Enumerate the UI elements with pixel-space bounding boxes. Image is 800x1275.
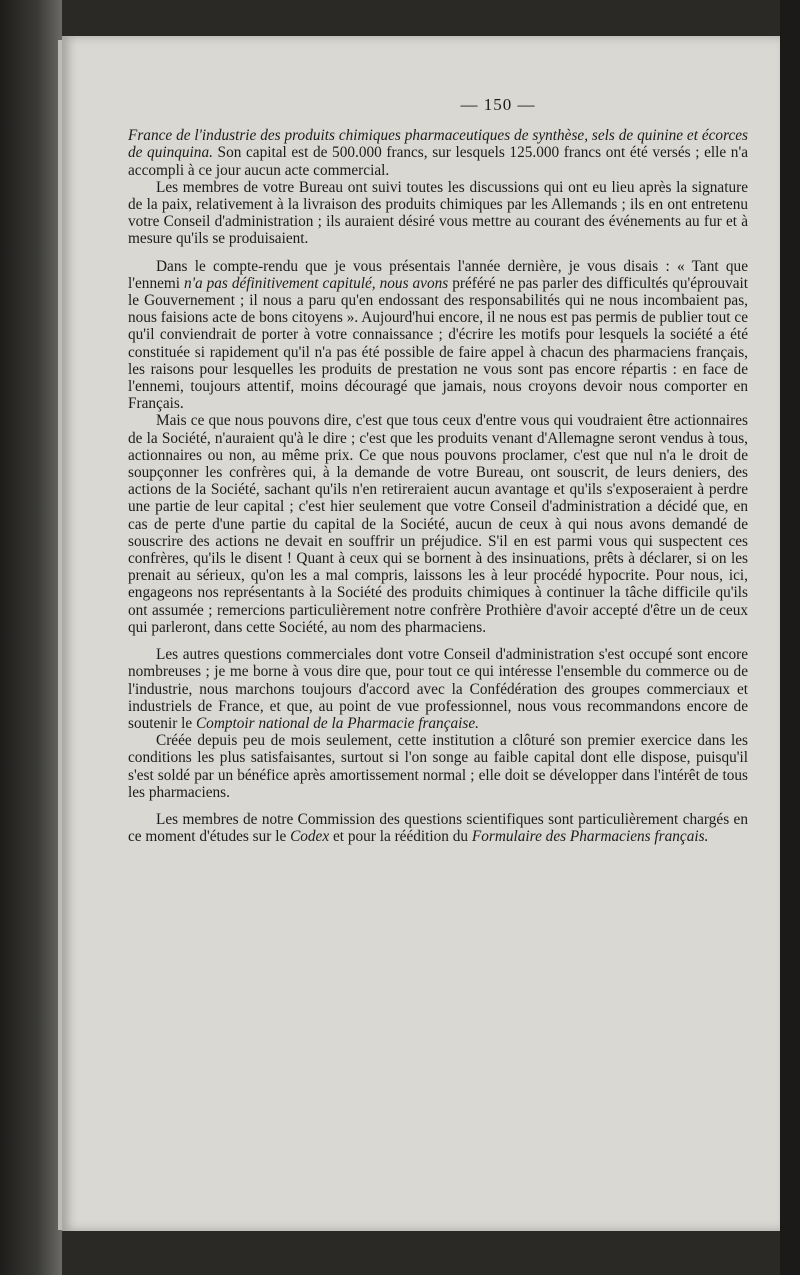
- paragraph-7-text-a: Les membres de notre Commission des questions scientifiques sont particulièrement chargés en ce moment d'études sur le: [128, 810, 748, 846]
- paragraph-1-italic: France de l'industrie des produits chimiques pharmaceutiques de synthèse, sels de quinine et écorces de quinquina.: [128, 127, 748, 162]
- paragraph-5-italic: Comptoir national de la Pharmacie française.: [195, 714, 479, 732]
- paragraph-7-text-b: et pour la réédition du: [329, 828, 472, 846]
- paragraph-6: Créée depuis peu de mois seulement, cette institution a clôturé son premier exercice dans les conditions les plus satisfaisantes, surtout si l'on songe au faible capital dont elle dispose, puisqu'il s'est soldé par un bénéfice après amortissement normal ; elle doit se développer dans l'intérêt de tous les pharmaciens.: [128, 732, 748, 801]
- paragraph-1: [128, 127, 748, 179]
- paragraph-3-text-a: Dans le compte-rendu que je vous présentais l'année dernière, je vous disais : « Tant que l'ennemi: [128, 257, 748, 292]
- paragraph-5-text: Les autres questions commerciales dont votre Conseil d'administration s'est occupé sont encore nombreuses ; je me borne à vous dire que, pour tout ce qui intéresse l'ensemble du commerce ou de l'industrie, nous marchons toujours d'accord avec la Confédération des groupes commerciaux et industriels de France, et que, au point de vue professionnel, nous vous recommandons encore de soutenir le: [128, 646, 748, 732]
- right-edge-shadow: [780, 0, 800, 1275]
- paragraph-7: [128, 811, 748, 845]
- paragraph-4: Mais ce que nous pouvons dire, c'est que tous ceux d'entre vous qui voudraient être actionnaires de la Société, n'auraient qu'à le dire ; c'est que les produits venant d'Allemagne seront vendus à tous, actionnaires ou non, au même prix. Ce que nous pouvons proclamer, c'est que nul n'a le droit de soupçonner les confrères qui, à la demande de votre Bureau, ont souscrit, de leurs deniers, des actions de la Société, sachant qu'ils n'en retireraient aucun avantage et qu'ils s'exposeraient à perdre une partie de leur capital ; c'est hier seulement que votre Conseil d'administration a décidé que, en cas de perte d'une partie du capital de la Société, aucun de ceux à qui nous avons demandé de souscrire des actions ne devait en souffrir un préjudice. S'il en est parmi vous qui suspectent ces confrères, qu'ils le disent ! Quant à ceux qui se bornent à des insinuations, prêts à déclarer, si on les prenait au sérieux, qu'on les a mal compris, laissons les à leur procédé hypocrite. Pour nous, ici, engageons nos représentants à la Société des produits chimiques à continuer la tâche difficile qu'ils ont assumée ; remercions particulièrement notre confrère Prothière d'avoir accepté d'être un de ceux qui parleront, dans cette Société, au nom des pharmaciens.: [128, 412, 748, 636]
- paragraph-1-text: Son capital est de 500.000 francs, sur lesquels 125.000 francs ont été versés ; elle n'a accompli à ce jour aucun acte commercial.: [128, 144, 748, 179]
- book-binding: [0, 0, 62, 1275]
- paragraph-2: Les membres de votre Bureau ont suivi toutes les discussions qui ont eu lieu après la signature de la paix, relativement à la livraison des produits chimiques par les Allemands ; ils en ont entretenu votre Conseil d'administration ; ils auraient désiré vous mettre au courant des événements au fur et à mesure qu'ils se produisaient.: [128, 178, 748, 248]
- paragraph-3-text-b: préféré ne pas parler des difficultés qu'éprouvait le Gouvernement ; il nous a paru qu'en endossant des responsabilités qui ne nous incombaient pas, nous faisions acte de bons citoyens ». Aujourd'hui encore, il ne nous est pas permis de publier tout ce qu'il conviendrait de porter à votre connaissance ; d'écrire les motifs pour lesquels la société a été constituée si rapidement qu'il n'a pas été possible de faire appel à chacun des pharmaciens français, les raisons pour lesquelles les produits de prestation ne vous sont pas encore répartis : en face de l'ennemi, toujours attentif, moins découragé que jamais, nous croyons devoir nous comporter en Français.: [128, 274, 749, 413]
- paragraph-7-italic-b: Formulaire des Pharmaciens français.: [471, 828, 709, 846]
- page-content: [128, 96, 748, 845]
- paragraph-5: [128, 646, 748, 732]
- paragraph-3-italic: n'a pas définitivement capitulé, nous avons: [184, 274, 449, 292]
- page-number: — 150 —: [460, 95, 536, 114]
- paragraph-7-italic-a: Codex: [290, 828, 330, 846]
- paragraph-3: [128, 258, 748, 413]
